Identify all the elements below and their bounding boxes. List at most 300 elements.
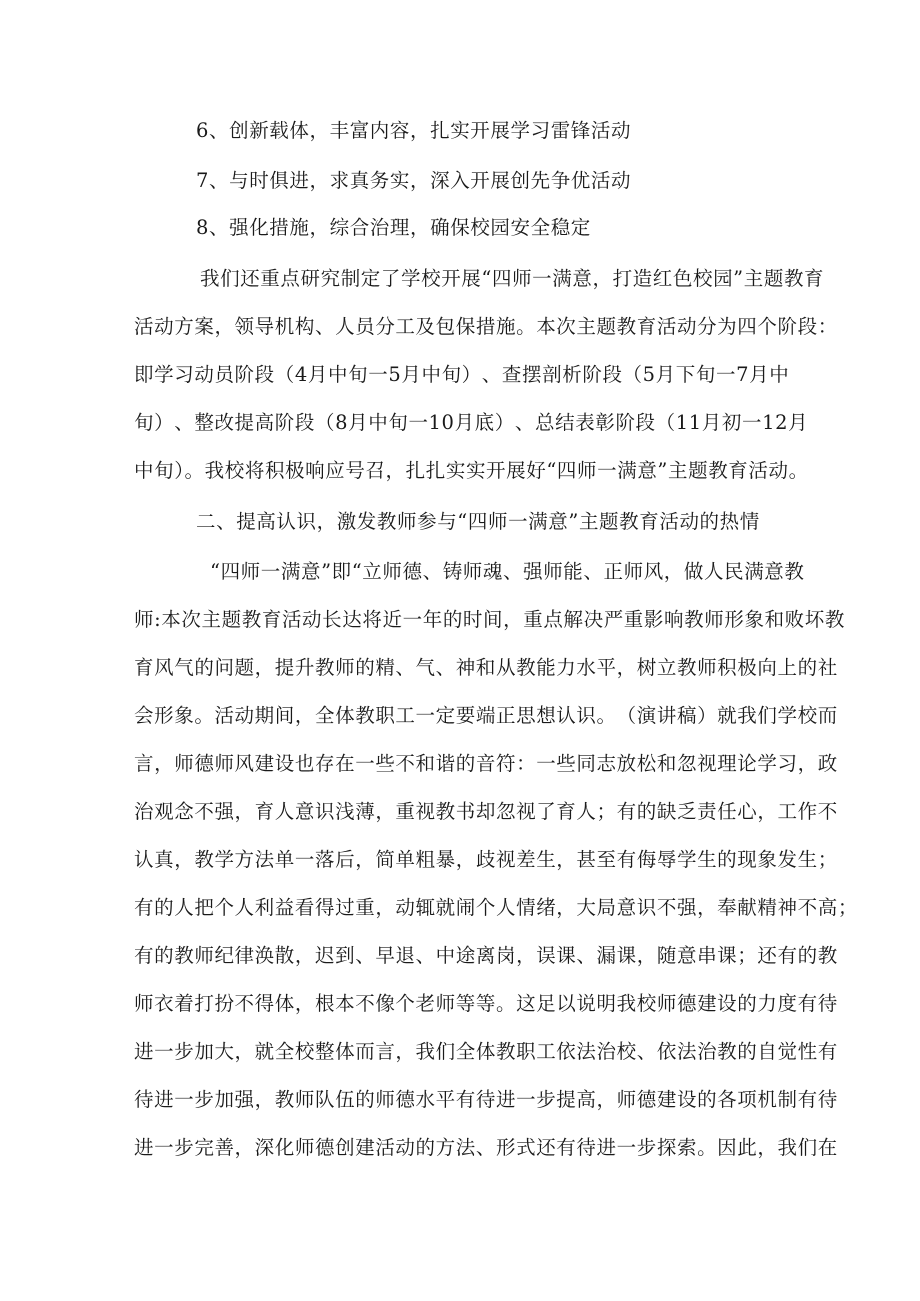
glyph: 。 [194,704,215,727]
glyph: 等 [475,992,496,1015]
glyph: 一 [516,1088,537,1111]
glyph: 机 [757,1088,778,1111]
glyph: 就 [254,1040,275,1063]
glyph: 教 [616,315,637,338]
glyph: 月 [307,363,328,386]
glyph: ， [234,1136,255,1159]
glyph: 师 [194,944,215,967]
glyph: 的 [455,752,476,775]
glyph: 施 [495,315,517,338]
glyph: 旬 [134,411,155,434]
glyph: 一 [294,848,315,871]
glyph: 气 [415,656,436,679]
glyph: 我 [777,1136,798,1159]
glyph: 就 [435,896,456,919]
glyph: 看 [294,896,315,919]
glyph: 一 [154,1040,175,1063]
glyph: 会 [134,704,155,727]
glyph: 方 [174,315,195,338]
glyph: 视 [516,800,537,823]
glyph: 教 [676,656,698,679]
glyph: 。 [596,704,617,727]
glyph: ， [797,752,818,775]
glyph: 中 [421,363,442,386]
glyph: 教 [241,608,262,631]
glyph: 间 [483,608,504,631]
glyph: 段 [635,411,656,434]
glyph: 一 [616,1136,637,1159]
glyph: 的 [717,848,738,871]
glyph: 设 [717,992,738,1015]
glyph: 体 [335,704,356,727]
glyph: 在 [335,752,356,775]
glyph: 有 [616,800,637,823]
glyph: ， [757,1136,778,1159]
paragraph-line [134,409,809,437]
glyph: 师 [656,992,677,1015]
glyph: 待 [817,1088,838,1111]
glyph: 了 [536,800,557,823]
glyph: 学 [154,363,175,386]
glyph: 师 [616,1088,637,1111]
glyph: 高 [817,896,838,919]
glyph: 强 [234,1088,255,1111]
glyph: 师 [134,992,155,1015]
glyph: 一 [402,608,423,631]
list-item-8: 8、强化措施，综合治理，确保校园安全稳定 [196,216,591,239]
glyph: 人 [174,896,195,919]
glyph: 随 [656,944,677,967]
glyph: 的 [797,944,818,967]
glyph: 决 [583,608,604,631]
glyph: 领 [234,315,255,338]
glyph: 甚 [576,848,597,871]
glyph: 神 [455,656,476,679]
glyph: 待 [134,1088,155,1111]
glyph: 离 [475,944,496,967]
glyph: 职 [375,704,396,727]
glyph: 阶 [274,411,295,434]
glyph: 迟 [314,944,336,967]
glyph: 旬 [695,363,716,386]
glyph: 形 [154,704,175,727]
glyph: 情 [516,896,537,919]
glyph: 言 [375,1040,396,1063]
glyph: 各 [717,1088,738,1111]
glyph: 创 [335,1136,356,1159]
glyph: 建 [355,1136,376,1159]
glyph: 师 [375,1088,396,1111]
list-item-6: 6、创新载体，丰富内容，扎实开展学习雷锋活动 [196,119,632,142]
glyph: 教 [174,944,195,967]
glyph: 重 [623,608,644,631]
glyph: 教 [516,656,537,679]
glyph: 生 [536,848,557,871]
paragraph-line [134,702,838,730]
glyph: 简 [375,848,396,871]
glyph: 教 [717,1040,738,1063]
glyph: 学 [757,752,778,775]
glyph: 师 [335,656,356,679]
glyph: 德 [194,752,215,775]
glyph: 析 [562,363,583,386]
glyph: 彰 [595,411,616,434]
glyph: 习 [777,752,798,775]
glyph: 善 [214,1136,235,1159]
glyph: 德 [636,1088,657,1111]
glyph: 建 [656,1088,677,1111]
glyph: 神 [777,896,798,919]
glyph: 讲 [656,704,677,727]
glyph: 次 [181,608,202,631]
glyph: 就 [717,704,738,727]
glyph: 暴 [435,848,456,871]
glyph: 德 [314,1136,336,1159]
glyph: ， [214,315,235,338]
glyph: 利 [254,896,275,919]
glyph: 视 [415,800,436,823]
glyph: 进 [134,1136,155,1159]
glyph: 坏 [804,608,825,631]
glyph: 、 [174,411,195,434]
glyph: 粗 [415,848,436,871]
glyph: 串 [697,944,718,967]
glyph: 我 [616,992,637,1015]
glyph: 。 [516,315,537,338]
glyph: 人 [274,800,295,823]
glyph: 作 [797,800,818,823]
glyph: 师 [294,1136,315,1159]
glyph: 方 [234,848,255,871]
glyph: 水 [576,656,597,679]
glyph: 初 [721,411,742,434]
glyph: 加 [194,1040,215,1063]
glyph: 严 [603,608,624,631]
glyph: 学 [676,848,698,871]
glyph: 人 [234,896,255,919]
glyph: 人 [335,315,356,338]
glyph: 、 [355,944,376,967]
glyph: 活 [214,704,235,727]
glyph: 岗 [495,944,517,967]
glyph: 工 [395,315,416,338]
paragraph-line [134,990,838,1018]
glyph: 题 [596,315,617,338]
glyph: 还 [536,1136,557,1159]
glyph: 定 [435,704,456,727]
glyph: 气 [174,656,195,679]
glyph: 。 [495,992,517,1015]
glyph: 育 [254,800,275,823]
glyph: 问 [214,656,235,679]
glyph: 也 [294,752,315,775]
glyph: 根 [314,992,336,1015]
glyph: ， [395,1040,416,1063]
glyph: ， [556,896,577,919]
glyph: 象 [744,608,765,631]
glyph: 提 [556,1088,577,1111]
glyph: 项 [737,1088,758,1111]
glyph: 的 [797,656,818,679]
glyph: 精 [375,656,396,679]
glyph: 期 [254,704,275,727]
glyph: 中 [328,363,349,386]
glyph: 以 [556,992,577,1015]
glyph: 任 [717,800,738,823]
glyph: 到 [335,944,356,967]
glyph: 查 [501,363,522,386]
glyph: 言 [134,752,155,775]
glyph: 强 [676,896,698,919]
glyph: 要 [455,704,476,727]
glyph: 不 [234,992,255,1015]
glyph: 的 [737,1040,758,1063]
glyph: 败 [784,608,805,631]
glyph: 将 [362,608,383,631]
glyph: 奉 [717,896,738,919]
glyph: 段 [797,315,818,338]
glyph: 此 [737,1136,758,1159]
glyph: 符 [495,752,517,775]
paragraph-line [134,750,838,778]
glyph: 、 [636,1040,657,1063]
glyph: 有 [817,1040,838,1063]
glyph: 本 [536,315,557,338]
glyph: ， [636,944,657,967]
glyph: 涣 [254,944,275,967]
glyph: 的 [442,608,463,631]
glyph: ， [375,896,396,919]
glyph: 步 [636,1136,657,1159]
glyph: 认 [556,704,577,727]
glyph: 、 [435,656,456,679]
glyph: 阶 [234,363,255,386]
glyph: 依 [556,1040,577,1063]
glyph: 识 [576,704,597,727]
glyph: 政 [817,752,838,775]
glyph: 中 [435,944,456,967]
glyph: 11 [675,411,702,434]
glyph: 间 [274,704,295,727]
paragraph-line [134,1086,838,1114]
glyph: 师 [134,608,155,631]
glyph: 单 [395,848,416,871]
glyph: 责 [697,800,718,823]
glyph: 课 [556,944,577,967]
glyph: 治 [134,800,155,823]
glyph: 表 [575,411,596,434]
list-item-7: 7、与时俱进，求真务实，深入开展创先争优活动 [196,169,632,192]
glyph: 机 [274,315,295,338]
glyph: 进 [134,1040,155,1063]
glyph: 全 [455,1040,476,1063]
glyph: 有 [616,848,637,871]
glyph: 和 [764,608,785,631]
glyph: 下 [675,363,696,386]
glyph: 端 [475,704,496,727]
glyph: 有 [134,944,155,967]
glyph: 月 [749,363,770,386]
glyph: 我 [737,704,758,727]
glyph: 案 [194,315,215,338]
glyph: 风 [234,752,255,775]
glyph: 向 [757,656,778,679]
glyph: 5 [642,363,656,386]
glyph: 明 [596,992,617,1015]
glyph: 动 [395,1136,416,1159]
glyph: 不 [656,896,677,919]
glyph: ； [817,848,838,871]
glyph: 漏 [596,944,617,967]
glyph: 能 [536,656,557,679]
glyph: 觉 [777,1040,798,1063]
glyph: 演 [636,704,657,727]
glyph: 们 [797,1136,818,1159]
glyph: 的 [355,656,376,679]
glyph: 教 [314,656,336,679]
glyph: 月 [401,363,422,386]
glyph: 月 [655,363,676,386]
glyph: 极 [737,656,758,679]
glyph: 工 [395,704,416,727]
glyph: 得 [254,992,275,1015]
glyph: 意 [616,896,637,919]
glyph: 得 [314,896,336,919]
glyph: 体 [274,992,295,1015]
glyph: 有 [134,896,155,919]
glyph: ， [294,704,315,727]
glyph: ， [375,800,396,823]
glyph: 动 [194,363,215,386]
glyph: 治 [596,1040,617,1063]
glyph: 月 [348,411,369,434]
glyph: 和 [475,656,496,679]
glyph: ） [697,704,718,727]
glyph: 重 [523,608,544,631]
glyph: 有 [797,1088,818,1111]
glyph: （ [655,411,676,434]
glyph: 退 [395,944,416,967]
glyph: 个 [475,896,496,919]
glyph: 高 [254,411,275,434]
glyph: ， [596,1088,617,1111]
glyph: 全 [314,704,336,727]
glyph: 个 [757,315,778,338]
glyph: 志 [596,752,617,775]
glyph: 些 [375,752,396,775]
glyph: 教 [435,800,456,823]
glyph: ， [516,944,537,967]
glyph: 段 [254,363,275,386]
glyph: 发 [777,848,798,871]
glyph: ； [596,800,617,823]
glyph: 衣 [154,992,175,1015]
glyph: 足 [536,992,557,1015]
glyph: 工 [536,1040,557,1063]
glyph: 、 [481,363,502,386]
glyph: 达 [342,608,363,631]
glyph: 重 [355,896,376,919]
paragraph-line [134,942,838,970]
glyph: 题 [221,608,242,631]
glyph: 近 [382,608,403,631]
glyph: 的 [154,944,175,967]
glyph: 活 [656,315,677,338]
glyph: 全 [274,1040,295,1063]
glyph: 律 [234,944,255,967]
glyph: 育 [261,608,282,631]
glyph: 却 [475,800,496,823]
glyph: 的 [355,1088,376,1111]
glyph: 师 [697,656,718,679]
glyph: ， [234,800,255,823]
glyph: 辱 [656,848,677,871]
glyph: 教 [817,944,838,967]
glyph: 制 [777,1088,798,1111]
glyph: 正 [495,704,517,727]
glyph: ） [494,411,515,434]
glyph: ， [174,848,195,871]
glyph: 8 [335,411,349,434]
glyph: （ [314,411,336,434]
glyph: 想 [536,704,557,727]
glyph: 教 [194,848,215,871]
glyph: 活 [375,1136,396,1159]
glyph: 稿 [676,704,698,727]
glyph: 月 [454,411,475,434]
glyph: ） [154,411,175,434]
glyph: 长 [322,608,343,631]
glyph: 德 [395,1088,416,1111]
glyph: 形 [495,1136,517,1159]
glyph: 包 [435,315,456,338]
glyph: 书 [455,800,476,823]
glyph: 一 [408,411,429,434]
glyph: 这 [516,992,537,1015]
glyph: 因 [717,1136,738,1159]
glyph: 至 [596,848,617,871]
glyph: 积 [717,656,738,679]
glyph: 和 [415,752,436,775]
glyph: ， [616,656,637,679]
glyph: 4 [294,363,308,386]
glyph: 有 [777,944,798,967]
glyph: 5 [388,363,402,386]
glyph: ： [516,752,537,775]
glyph: 真 [154,848,175,871]
glyph: : [154,608,162,631]
paragraph-line [134,1134,838,1162]
glyph: 步 [194,1088,215,1111]
glyph: 阶 [615,411,636,434]
glyph: 教 [684,608,705,631]
glyph: 、 [415,944,436,967]
glyph: 忽 [495,800,517,823]
glyph: 上 [777,656,798,679]
glyph: 师 [294,1088,315,1111]
glyph: 法 [676,1040,698,1063]
glyph: ， [234,1040,255,1063]
glyph: 和 [656,752,677,775]
glyph: 现 [737,848,758,871]
glyph: 师 [704,608,725,631]
glyph: 一 [154,1136,175,1159]
glyph: 认 [134,848,155,871]
glyph: 自 [757,1040,778,1063]
glyph: 步 [536,1088,557,1111]
glyph: 不 [395,752,416,775]
glyph: 水 [415,1088,436,1111]
